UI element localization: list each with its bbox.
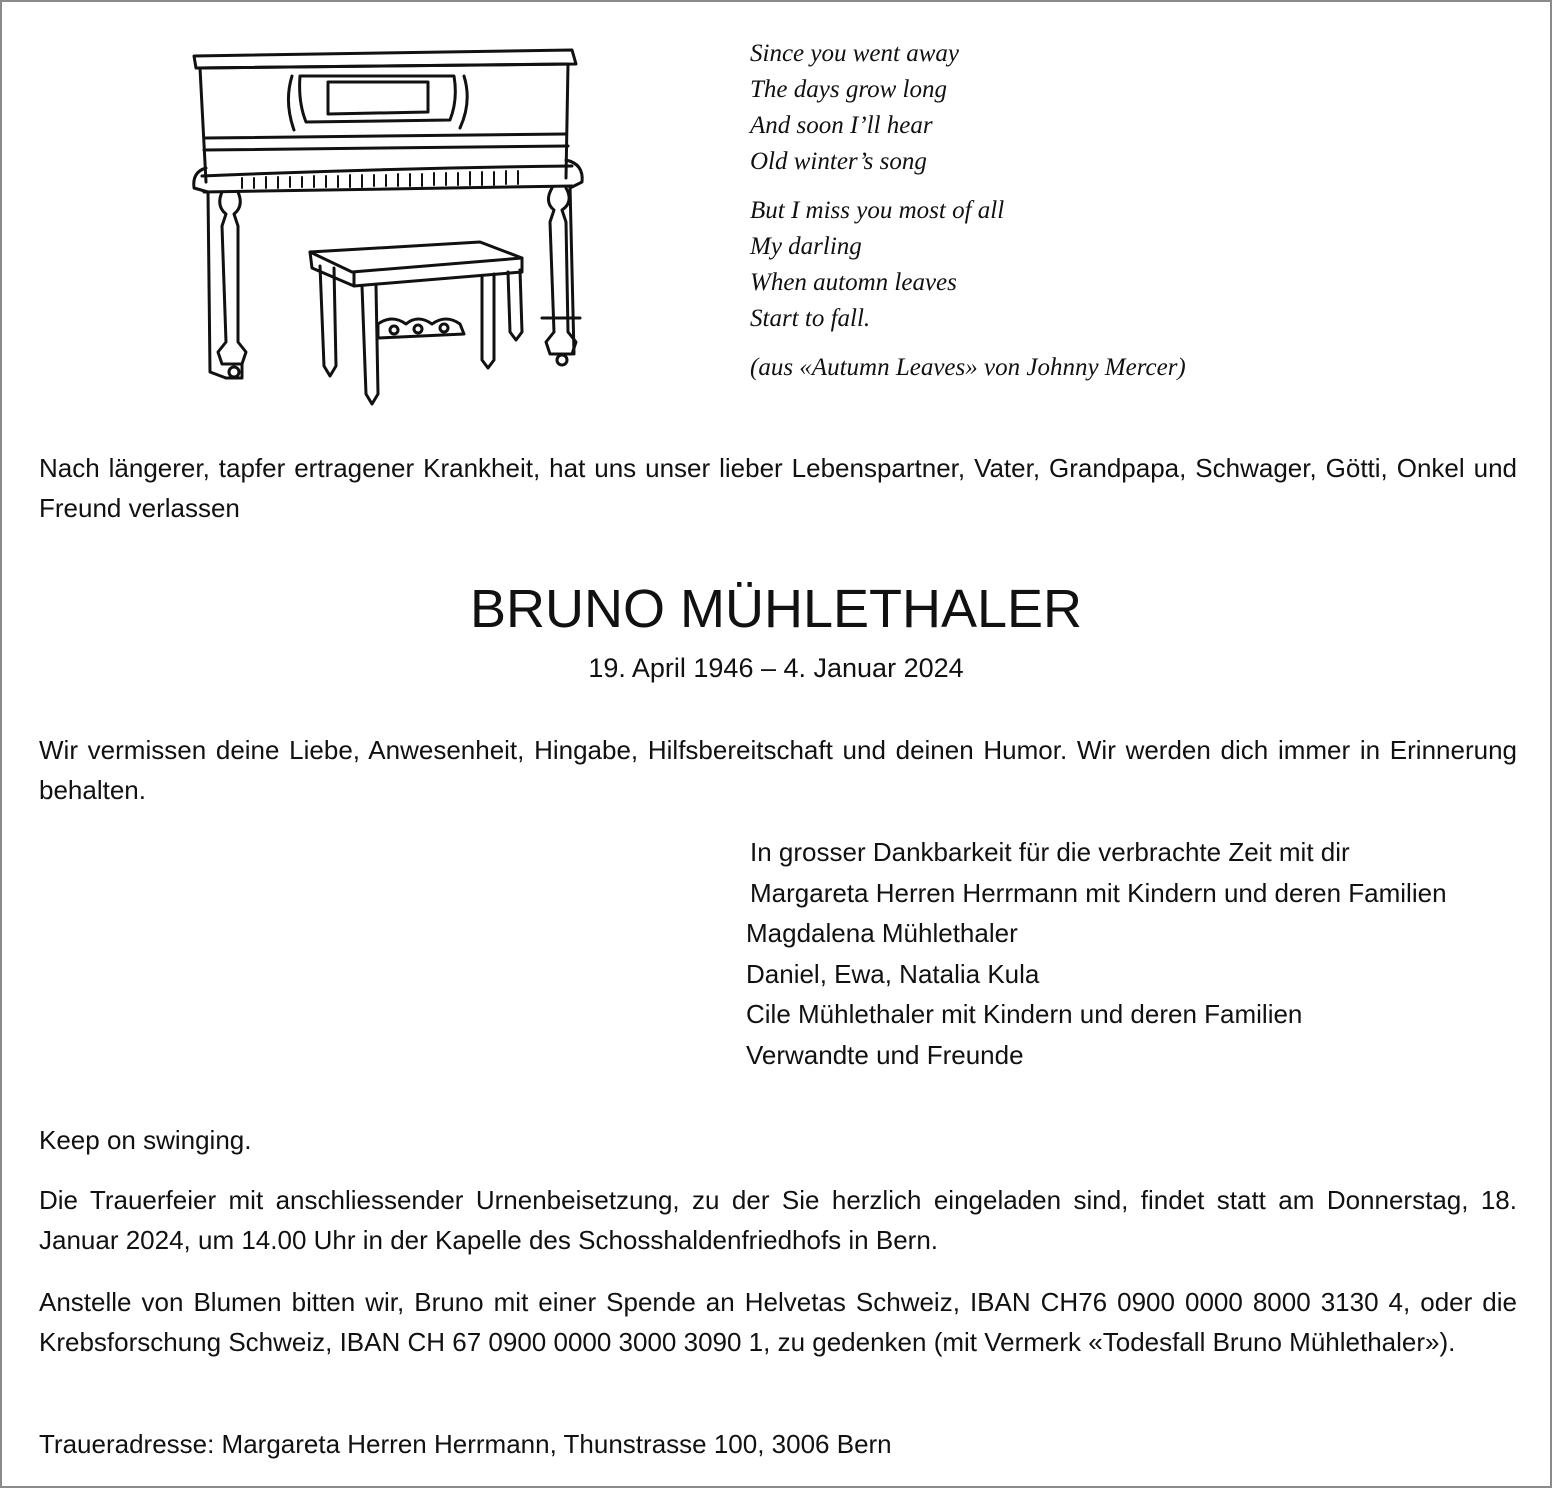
poem-source: (aus «Autumn Leaves» von Johnny Mercer): [750, 354, 1186, 381]
poem: [750, 36, 1450, 386]
poem-stanza-2: [750, 193, 1450, 337]
poem-line: Start to fall.: [750, 305, 871, 332]
poem-line: Since you went away: [750, 40, 959, 67]
intro-text: Nach längerer, tapfer ertragener Krankheit, hat uns unser lieber Lebenspartner, Vater, Grandpapa, Schwager, Götti, Onkel und Freund verlassen: [39, 453, 1517, 523]
motto-text: Keep on swinging.: [39, 1125, 252, 1155]
donation-text: Anstelle von Blumen bitten wir, Bruno mit einer Spende an Helvetas Schweiz, IBAN CH76 0900 0000 8000 3130 4, oder die Krebsforschung Schweiz, IBAN CH 67 0900 0000 3000 3090 1, zu gedenken (mit Vermerk «Todesfall Bruno Mühlethaler»).: [39, 1287, 1517, 1357]
deceased-name: BRUNO MÜHLETHALER: [469, 579, 1083, 639]
signer-line: Daniel, Ewa, Natalia Kula: [746, 958, 1040, 989]
poem-line: My darling: [750, 233, 862, 260]
life-dates: 19. April 1946 – 4. Januar 2024: [588, 653, 964, 683]
poem-line: When automn leaves: [750, 269, 957, 296]
poem-stanza-1: [750, 36, 1450, 180]
ceremony-text: Die Trauerfeier mit anschliessender Urnenbeisetzung, zu der Sie herzlich eingeladen sind, findet statt am Donnerstag, 18. Januar 2024, um 14.00 Uhr in der Kapelle des Schosshaldenfriedhofs in Bern.: [39, 1185, 1517, 1255]
poem-line: And soon I’ll hear: [750, 112, 933, 139]
poem-line: Old winter’s song: [750, 148, 927, 175]
signers-list: [746, 832, 1536, 1076]
poem-line: The days grow long: [750, 76, 947, 103]
signer-line: In grosser Dankbarkeit für die verbrachte Zeit mit dir: [750, 837, 1350, 867]
signer-line: Magdalena Mühlethaler: [746, 918, 1018, 949]
signer-line: Margareta Herren Herrmann mit Kindern und deren Familien: [750, 877, 1447, 908]
signer-line: Cile Mühlethaler mit Kindern und deren Familien: [746, 999, 1303, 1030]
signer-line: Verwandte und Freunde: [746, 1039, 1024, 1070]
piano-illustration-icon: [182, 42, 602, 412]
address-text: Traueradresse: Margareta Herren Herrmann, Thunstrasse 100, 3006 Bern: [39, 1429, 892, 1459]
poem-line: But I miss you most of all: [750, 197, 1005, 224]
tribute-text: Wir vermissen deine Liebe, Anwesenheit, Hingabe, Hilfsbereitschaft und deinen Humor. Wir werden dich immer in Erinnerung behalten.: [39, 735, 1517, 805]
